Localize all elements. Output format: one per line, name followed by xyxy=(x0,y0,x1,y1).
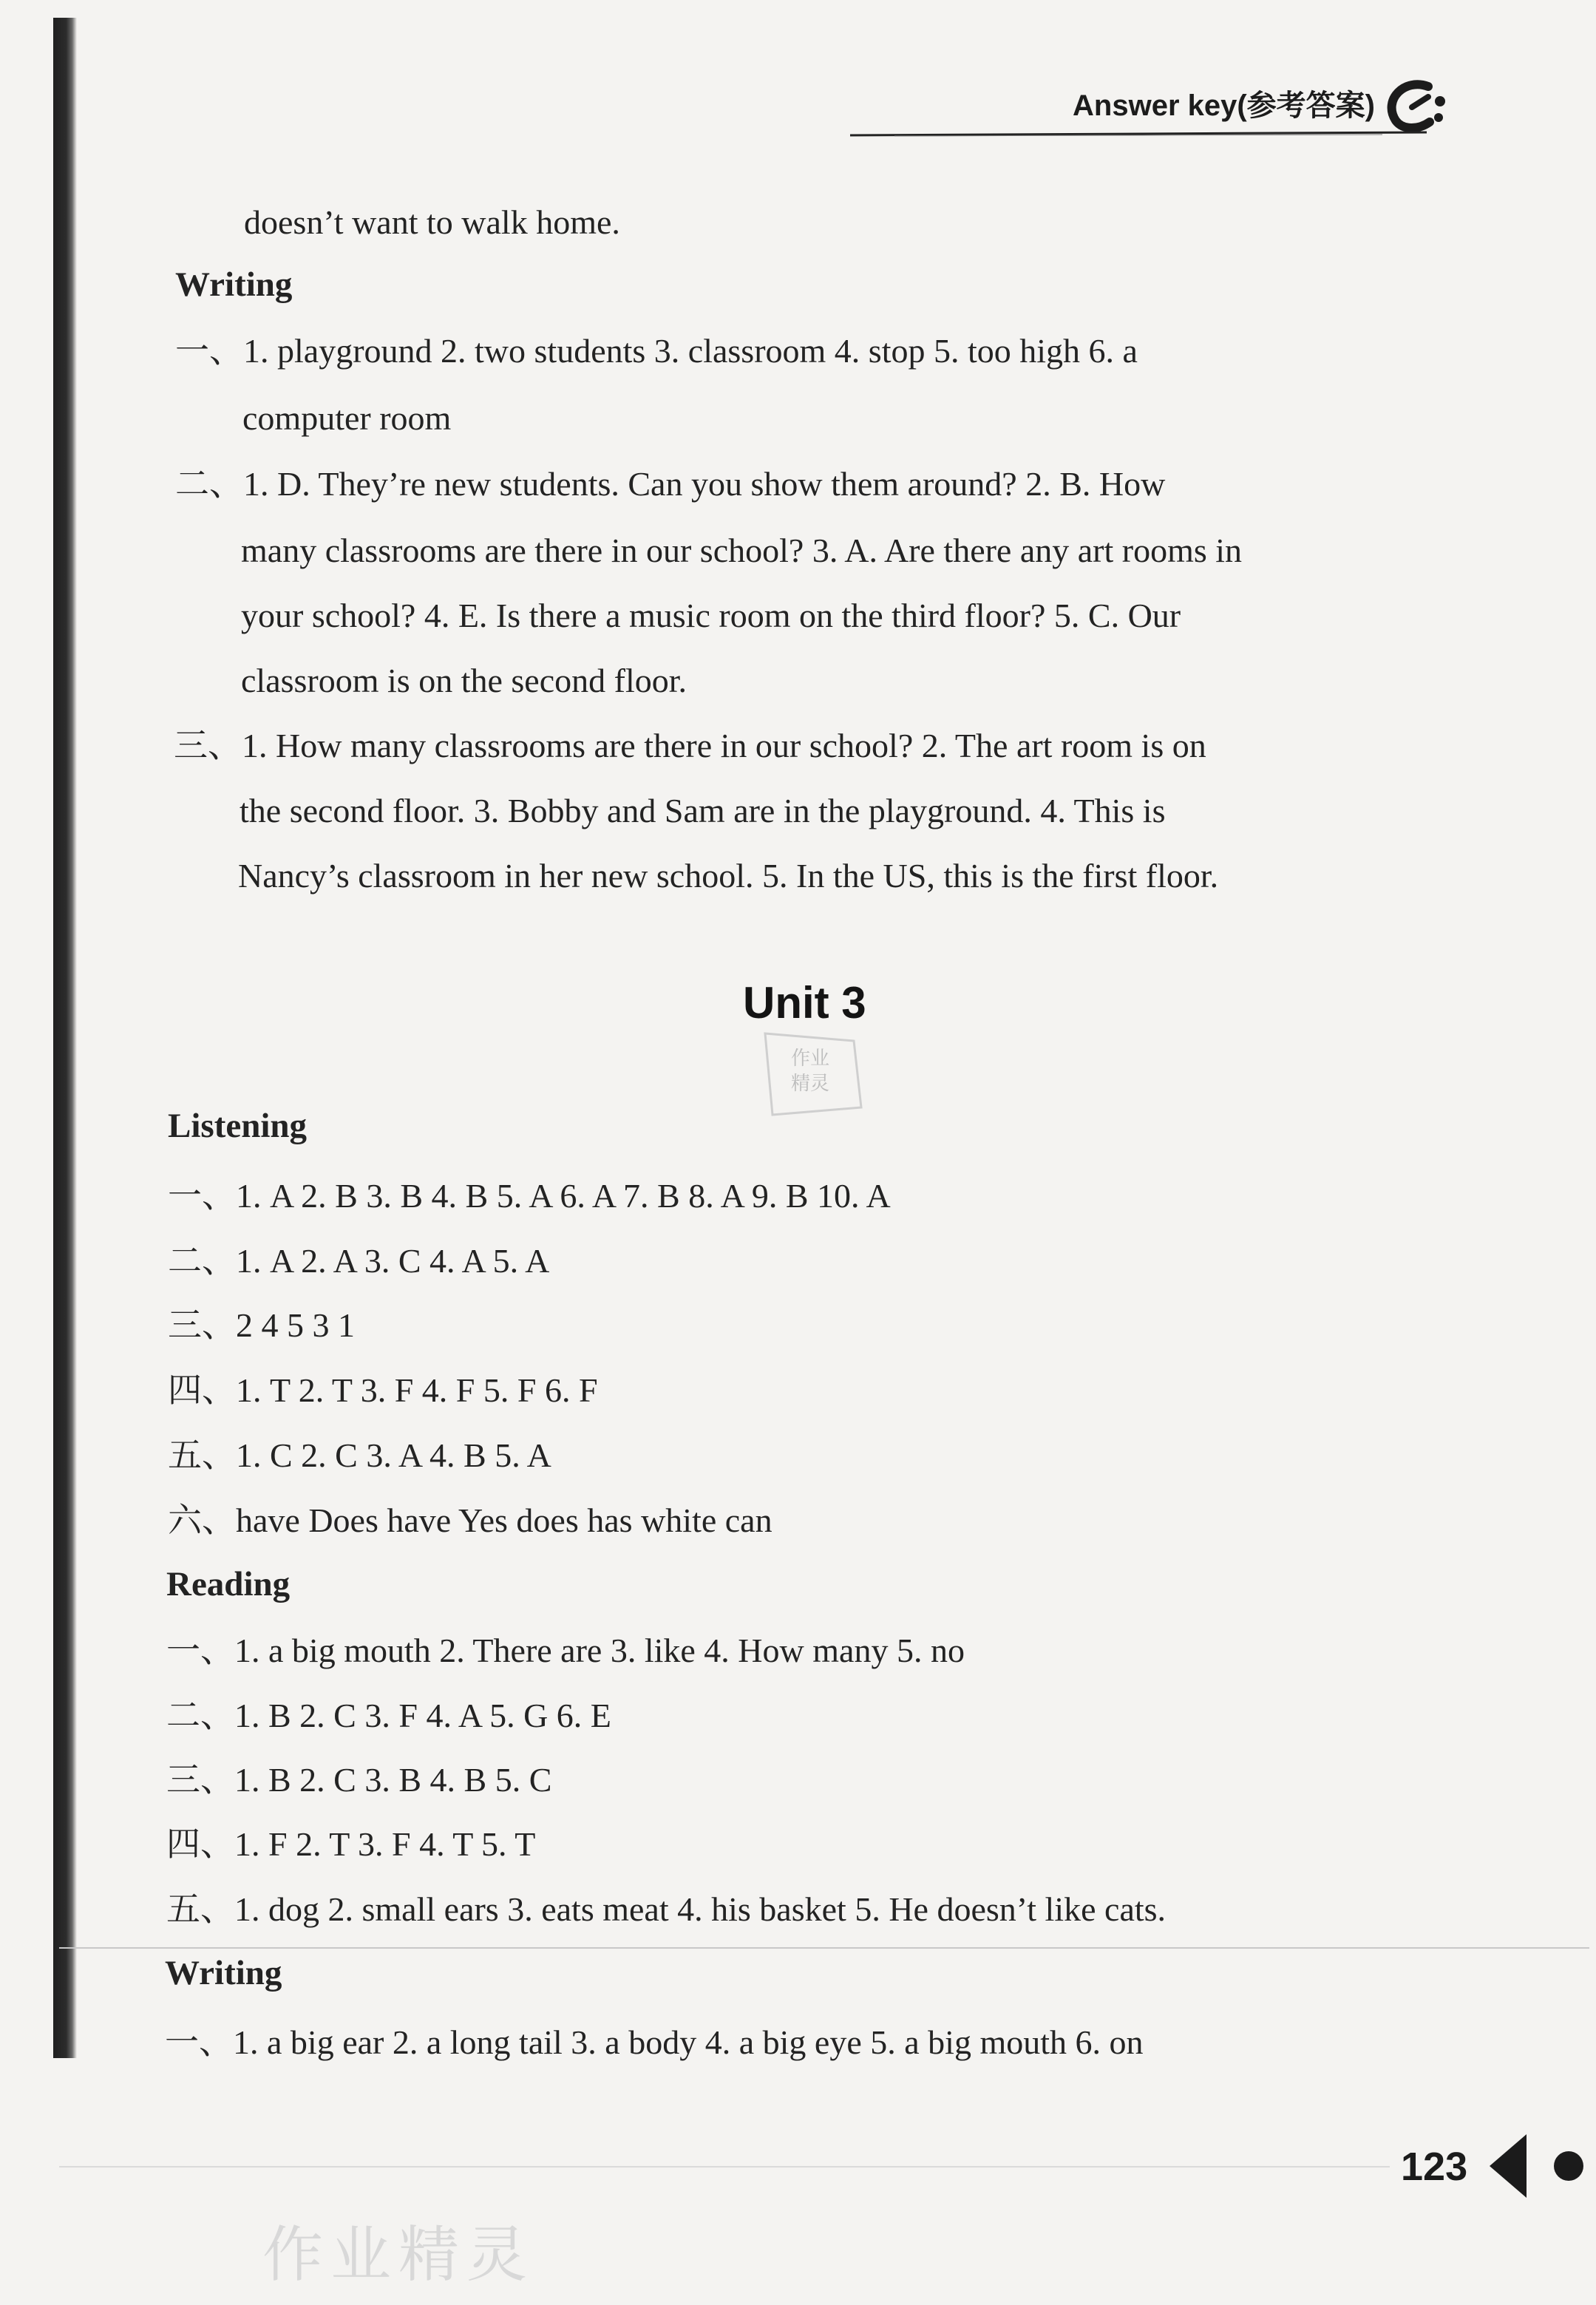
answer-line: 六、have Does have Yes does has white can xyxy=(168,1501,772,1539)
unit-title: Unit 3 xyxy=(743,978,866,1028)
answer-line: your school? 4. E. Is there a music room on the third floor? 5. C. Our xyxy=(241,597,1181,634)
answer-line: 一、1. a big mouth 2. There are 3. like 4. How many 5. no xyxy=(166,1632,965,1669)
answer-line: 三、1. B 2. C 3. B 4. B 5. C xyxy=(166,1761,552,1799)
writing-heading: Writing xyxy=(175,265,293,304)
page-margin xyxy=(0,0,53,2305)
answer-line: many classrooms are there in our school? 3. A. Are there any art rooms in xyxy=(241,532,1243,569)
answer-line: 四、1. F 2. T 3. F 4. T 5. T xyxy=(166,1825,536,1863)
stamp-text: 作业 xyxy=(791,1048,830,1070)
continuation-line: doesn’t want to walk home. xyxy=(244,203,620,241)
answer-line: 四、1. T 2. T 3. F 4. F 5. F 6. F xyxy=(168,1371,598,1409)
watermark: 作业精灵 xyxy=(262,2220,535,2290)
listening-heading: Listening xyxy=(168,1107,308,1145)
answer-line: 五、1. dog 2. small ears 3. eats meat 4. his basket 5. He doesn’t like cats. xyxy=(166,1890,1167,1928)
answer-key-title: Answer key(参考答案) xyxy=(1073,89,1375,122)
reading-heading: Reading xyxy=(166,1565,291,1603)
answer-line: 一、1. playground 2. two students 3. classroom 4. stop 5. too high 6. a xyxy=(175,332,1138,370)
answer-line: Nancy’s classroom in her new school. 5. In the US, this is the first floor. xyxy=(238,857,1219,894)
page-number: 123 xyxy=(1401,2145,1468,2189)
writing-heading: Writing xyxy=(165,1954,282,1992)
stamp-logo-icon xyxy=(750,1026,869,1122)
answer-line: 一、1. a big ear 2. a long tail 3. a body 4. a big eye 5. a big mouth 6. on xyxy=(165,2023,1144,2061)
header-rule xyxy=(850,131,1427,137)
book-spine-shadow xyxy=(53,18,77,2058)
running-header xyxy=(850,70,1486,152)
answer-line: 三、1. How many classrooms are there in our school? 2. The art room is on xyxy=(174,727,1206,764)
fold-line xyxy=(59,1947,1589,1949)
answer-line: 二、1. D. They’re new students. Can you show them around? 2. B. How xyxy=(175,465,1166,503)
answer-line: classroom is on the second floor. xyxy=(241,662,687,699)
page-arrow-icon xyxy=(1482,2125,1593,2207)
answer-line: 二、1. B 2. C 3. F 4. A 5. G 6. E xyxy=(166,1697,611,1734)
answer-line: 五、1. C 2. C 3. A 4. B 5. A xyxy=(168,1436,551,1474)
answer-line: the second floor. 3. Bobby and Sam are in the playground. 4. This is xyxy=(240,792,1166,829)
answer-line: 一、1. A 2. B 3. B 4. B 5. A 6. A 7. B 8. A 9. B 10. A xyxy=(168,1177,891,1215)
answer-line: 三、2 4 5 3 1 xyxy=(168,1306,355,1344)
answer-line: 二、1. A 2. A 3. C 4. A 5. A xyxy=(168,1242,550,1280)
bottom-rule xyxy=(59,2166,1390,2167)
answer-line: computer room xyxy=(242,399,452,437)
stamp-text: 精灵 xyxy=(791,1073,830,1095)
